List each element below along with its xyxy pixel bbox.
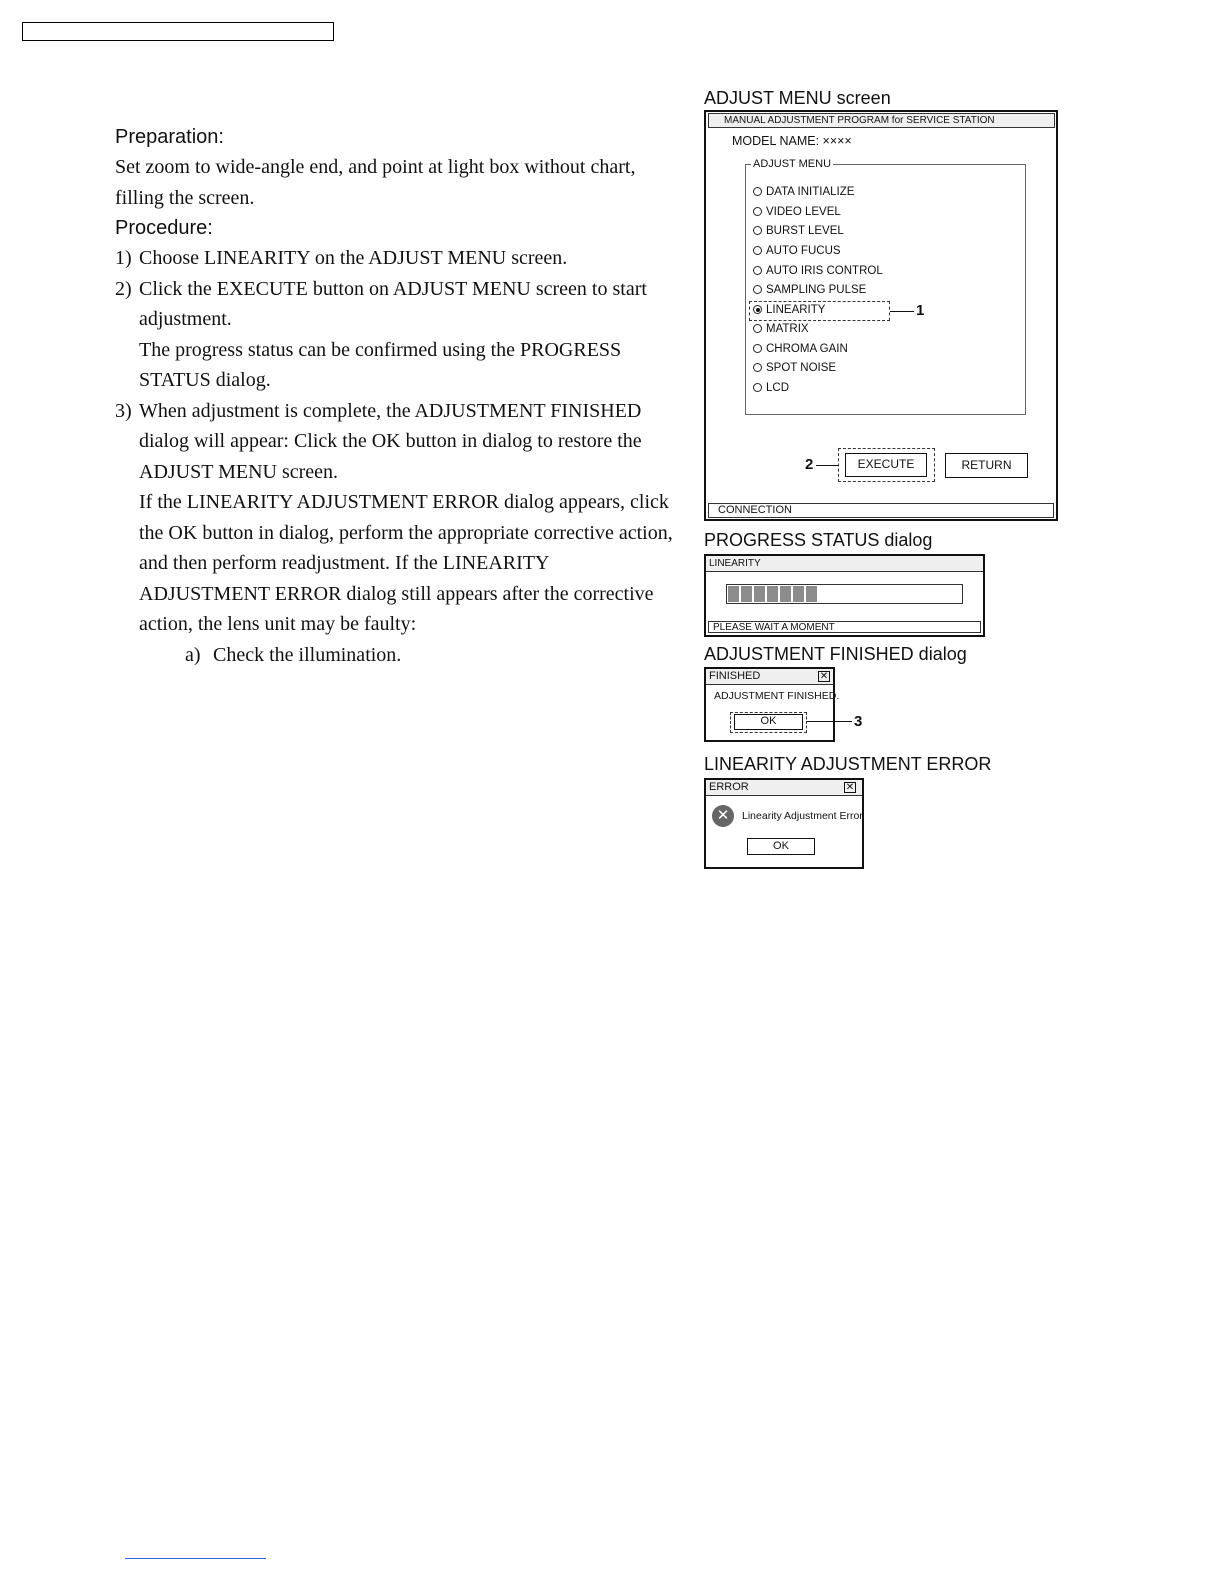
procedure-heading: Procedure: xyxy=(115,217,213,239)
execute-button[interactable]: EXECUTE xyxy=(845,453,927,477)
radio-label: LCD xyxy=(766,382,790,394)
radio-chroma-gain[interactable] xyxy=(753,341,848,357)
radio-label: SAMPLING PULSE xyxy=(766,284,867,296)
radio-button-icon[interactable] xyxy=(753,344,762,353)
model-name: MODEL NAME: ×××× xyxy=(732,134,852,148)
radio-matrix[interactable] xyxy=(753,321,809,337)
radio-button-icon[interactable] xyxy=(753,207,762,216)
progress-caption: PROGRESS STATUS dialog xyxy=(704,530,933,550)
step-3 xyxy=(115,396,675,640)
step-text: Choose LINEARITY on the ADJUST MENU screen. xyxy=(139,247,568,269)
radio-auto-iris-control[interactable] xyxy=(753,263,883,279)
progress-segment xyxy=(793,586,804,602)
finished-ok-button[interactable]: OK xyxy=(734,714,803,730)
close-icon[interactable]: ✕ xyxy=(845,782,855,793)
radio-label: SPOT NOISE xyxy=(766,362,837,374)
progress-segment xyxy=(754,586,765,602)
radio-label: VIDEO LEVEL xyxy=(766,206,841,218)
radio-label: DATA INITIALIZE xyxy=(766,186,855,198)
radio-video-level[interactable] xyxy=(753,204,841,220)
step-number: 3) xyxy=(115,399,132,422)
radio-label: LINEARITY xyxy=(766,304,826,316)
footer-link-underline[interactable] xyxy=(125,1558,266,1559)
substep-number: a) xyxy=(185,643,201,666)
step-note: The progress status can be confirmed using the PROGRESS STATUS dialog. xyxy=(139,338,622,391)
status-bar: CONNECTION xyxy=(708,503,1054,518)
progress-segment xyxy=(767,586,778,602)
adjust-menu-caption: ADJUST MENU screen xyxy=(704,88,891,108)
callout-2-number: 2 xyxy=(805,456,814,473)
finished-caption: ADJUSTMENT FINISHED dialog xyxy=(704,644,967,664)
progress-title-bar: LINEARITY xyxy=(706,556,983,572)
radio-label: AUTO IRIS CONTROL xyxy=(766,265,883,277)
radio-label: CHROMA GAIN xyxy=(766,343,848,355)
adjust-menu-title-bar: MANUAL ADJUSTMENT PROGRAM for SERVICE STATION xyxy=(708,113,1055,128)
step-2 xyxy=(115,274,675,396)
radio-sampling-pulse[interactable] xyxy=(753,282,866,298)
close-icon[interactable]: ✕ xyxy=(819,671,829,682)
progress-bar xyxy=(726,584,963,604)
step-number: 2) xyxy=(115,277,132,300)
radio-button-icon[interactable] xyxy=(753,226,762,235)
error-icon: ✕ xyxy=(712,805,734,827)
radio-burst-level[interactable] xyxy=(753,223,844,239)
preparation-heading: Preparation: xyxy=(115,126,224,148)
callout-3-number: 3 xyxy=(854,713,863,730)
step-number: 1) xyxy=(115,247,132,269)
radio-button-icon[interactable] xyxy=(753,187,762,196)
step-1 xyxy=(115,243,675,274)
progress-status-text: PLEASE WAIT A MOMENT xyxy=(708,621,981,633)
adjust-menu-group-label: ADJUST MENU xyxy=(753,158,832,170)
radio-lcd[interactable] xyxy=(753,380,789,396)
header-box xyxy=(22,22,334,41)
error-message: Linearity Adjustment Error xyxy=(742,810,863,822)
substep-a xyxy=(115,640,675,671)
radio-button-icon[interactable] xyxy=(753,266,762,275)
radio-data-initialize[interactable] xyxy=(753,184,854,200)
substep-text: Check the illumination. xyxy=(213,643,402,666)
callout-1-line xyxy=(890,311,914,312)
step-text: Click the EXECUTE button on ADJUST MENU screen to start adjustment. xyxy=(139,277,647,330)
progress-segment xyxy=(728,586,739,602)
radio-label: BURST LEVEL xyxy=(766,225,844,237)
finished-title-bar: FINISHED xyxy=(706,669,833,685)
progress-segment xyxy=(741,586,752,602)
radio-button-icon[interactable] xyxy=(753,383,762,392)
radio-label: AUTO FUCUS xyxy=(766,245,841,257)
radio-auto-focus[interactable] xyxy=(753,243,841,259)
radio-spot-noise[interactable] xyxy=(753,360,836,376)
radio-label: MATRIX xyxy=(766,323,809,335)
callout-3-line xyxy=(807,721,852,722)
step-note: If the LINEARITY ADJUSTMENT ERROR dialog appears, click the OK button in dialog, perform the appropriate corrective action, and then perform readjustment. If the LINEARITY ADJUSTMENT ERROR dialog still appears after the corrective action, the lens unit may be faulty: xyxy=(139,491,673,635)
instructions xyxy=(115,122,675,670)
progress-segment xyxy=(806,586,817,602)
error-title-bar: ERROR xyxy=(706,780,862,796)
error-caption: LINEARITY ADJUSTMENT ERROR xyxy=(704,754,992,774)
callout-2-line xyxy=(816,465,838,466)
radio-button-icon[interactable] xyxy=(753,363,762,372)
step-text: When adjustment is complete, the ADJUSTMENT FINISHED dialog will appear: Click the OK button in dialog to restore the ADJUST MENU screen. xyxy=(139,399,642,483)
error-ok-button[interactable]: OK xyxy=(747,838,815,855)
return-button[interactable]: RETURN xyxy=(945,453,1028,478)
callout-1-number: 1 xyxy=(916,302,925,319)
callout-1-highlight xyxy=(749,301,890,321)
progress-segment xyxy=(780,586,791,602)
finished-message: ADJUSTMENT FINISHED. xyxy=(714,690,840,702)
preparation-text: Set zoom to wide-angle end, and point at light box without chart, filling the screen. xyxy=(115,156,636,209)
progress-fill xyxy=(728,586,817,602)
radio-button-icon[interactable] xyxy=(753,285,762,294)
radio-button-icon[interactable] xyxy=(753,324,762,333)
radio-button-icon[interactable] xyxy=(753,246,762,255)
